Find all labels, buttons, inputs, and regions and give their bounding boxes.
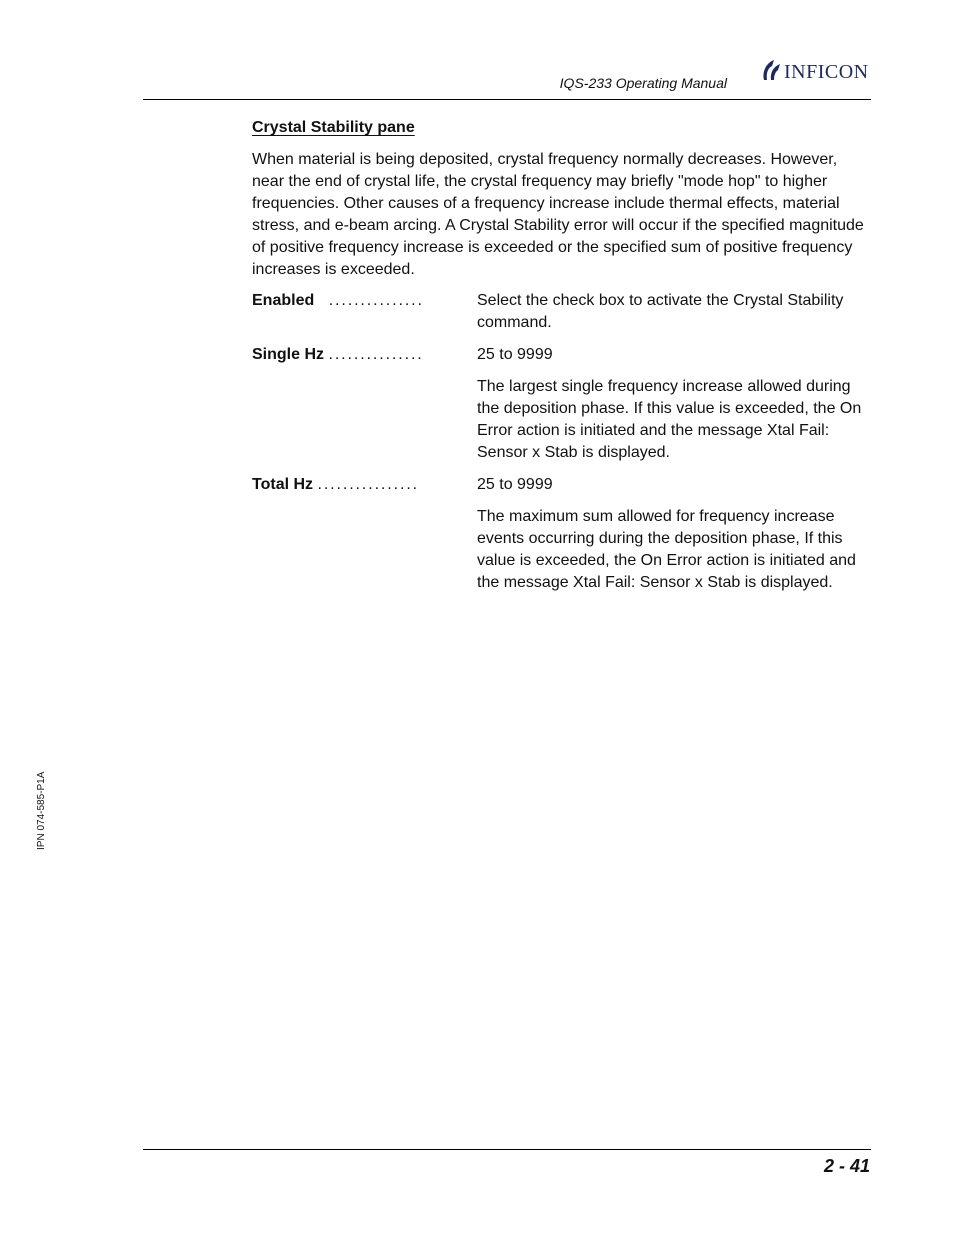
param-single-hz-range: 25 to 9999 [477, 346, 553, 363]
logo-text: INFICON [784, 60, 869, 83]
param-name: Single Hz [252, 346, 325, 363]
inficon-logo-icon [760, 58, 782, 87]
param-total-hz-label [252, 474, 474, 496]
param-enabled-description: Select the check box to activate the Crystal Stability command. [477, 292, 844, 331]
page-number: 2 - 41 [823, 1156, 870, 1176]
param-enabled-label [252, 290, 474, 312]
leader-dots: ................ [317, 476, 420, 493]
param-total-hz-range: 25 to 9999 [477, 476, 553, 493]
intro-paragraph: When material is being deposited, crystal frequency normally decreases. However, near the end of crystal life, the crystal frequency may briefly "mode hop" to higher frequencies. Other causes of a frequency increase include thermal effects, material stress, and e-beam arcing. A Crystal Stability error will occur if the specified magnitude of positive frequency increase is exceeded or the specified sum of positive frequency increases is exceeded. [252, 151, 864, 278]
section-title: Crystal Stability pane [252, 119, 415, 136]
param-total-hz-description: The maximum sum allowed for frequency increase events occurring during the deposition phase, If this value is exceeded, the On Error action is initiated and the message Xtal Fail: Sensor x Stab is displayed. [477, 508, 856, 591]
leader-dots: ............... [328, 292, 424, 309]
footer-rule [143, 1149, 871, 1150]
manual-title: IQS-233 Operating Manual [559, 75, 727, 91]
param-single-hz-description: The largest single frequency increase allowed during the deposition phase. If this value is exceeded, the On Error action is initiated and the message Xtal Fail: Sensor x Stab is displayed. [477, 378, 862, 461]
header-rule [143, 99, 871, 100]
document-code: IPN 074-585-P1A [36, 771, 47, 850]
param-name: Total Hz [252, 476, 314, 493]
inficon-logo [760, 59, 869, 85]
param-single-hz-label [252, 344, 474, 366]
leader-dots: ............... [328, 346, 424, 363]
param-name: Enabled [252, 292, 315, 309]
